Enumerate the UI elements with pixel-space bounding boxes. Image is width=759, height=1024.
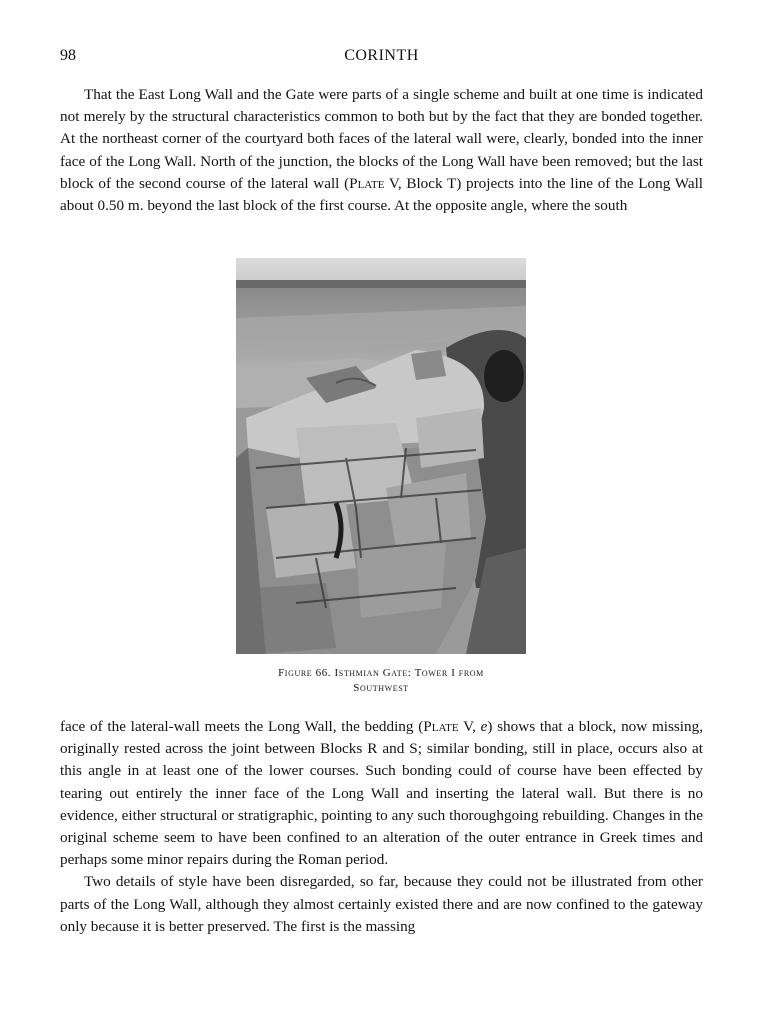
page-number: 98 [60, 47, 76, 64]
tower-photograph [236, 258, 526, 654]
caption-line: Figure 66. Isthmian Gate: Tower I from [278, 667, 484, 679]
paragraph: face of the lateral-wall meets the Long Wall, the bedding (Plate V, e) shows that a block, now missing, originally rested across the joint between Blocks R and S; similar bonding, still in place, occurs also at this angle in at least one of the lower courses. Such bonding could of course have been effected by tearing out entirely the inner face of the Long Wall and inserting the lateral wall. But there is no evidence, either structural or stratigraphic, pointing to any such thoroughgoing rebuilding. Changes in the original scheme seem to have been confined to an alteration of the outer entrance in Greek times and perhaps some minor repairs during the Roman period. [60, 718, 704, 869]
body-text-bottom [60, 716, 703, 938]
figure-caption [200, 666, 562, 696]
page-header [60, 47, 703, 69]
figure-photo [236, 258, 526, 654]
running-head: CORINTH [344, 47, 419, 64]
body-text-top [60, 84, 703, 217]
paragraph: That the East Long Wall and the Gate were parts of a single scheme and built at one time is indicated not merely by the structural characteristics common to both but by the fact that they are bonded together. At the northeast corner of the courtyard both faces of the lateral wall were, clearly, bonded into the inner face of the Long Wall. North of the junction, the blocks of the Long Wall have been removed; but the last block of the second course of the lateral wall (Plate V, Block T) projects into the line of the Long Wall about 0.50 m. beyond the last block of the first course. At the opposite angle, where the south [60, 86, 704, 215]
caption-line: Southwest [353, 682, 409, 694]
paragraph: Two details of style have been disregarded, so far, because they could not be illustrated from other parts of the Long Wall, although they almost certainly existed there and are now confined to the gateway only because it is better preserved. The first is the massing [60, 873, 703, 935]
